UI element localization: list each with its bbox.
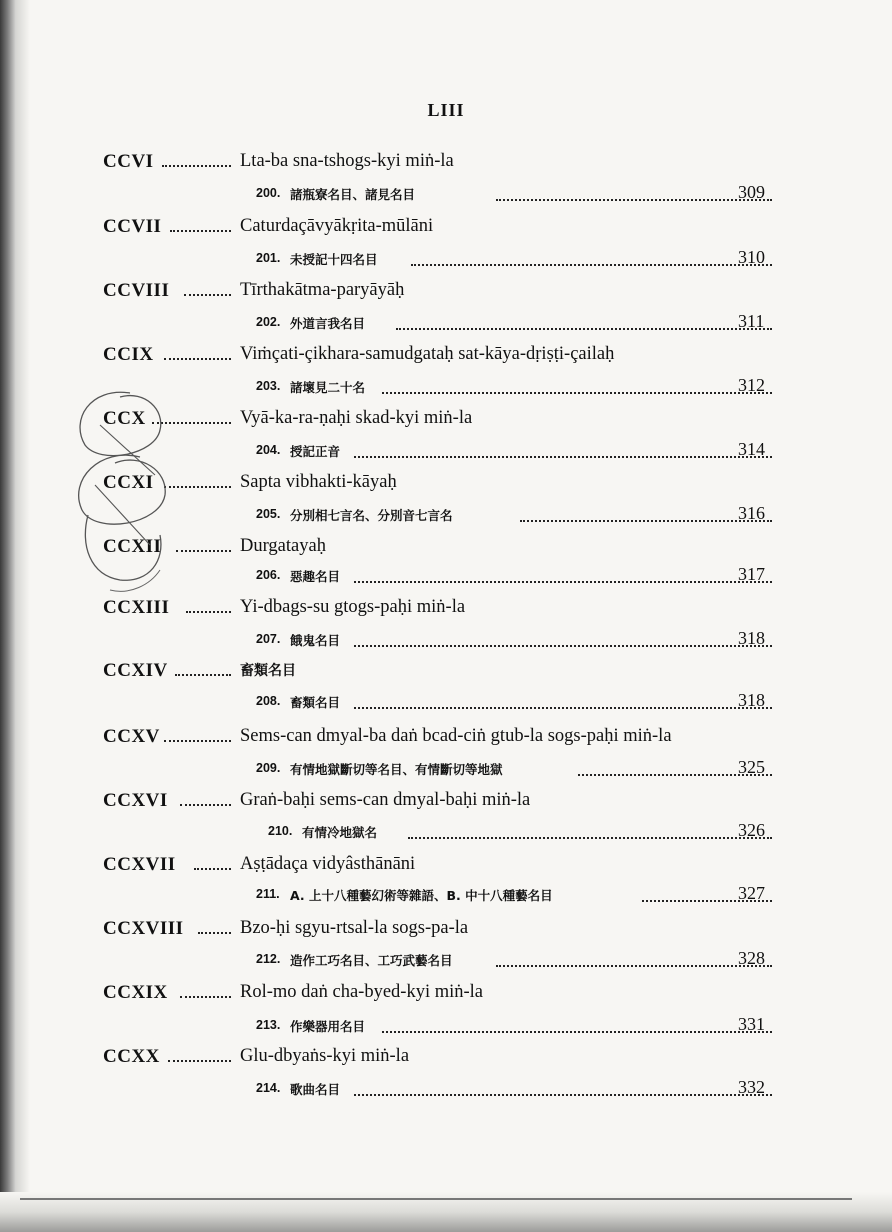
page-ref: 326 [738,820,765,840]
dot-leader [168,1058,231,1062]
page-ref: 309 [738,182,765,202]
page-bottom-rule [20,1198,852,1200]
entry-title: Graṅ-baḥi sems-can dmyal-baḥi miṅ-la [240,790,531,810]
sub-text: 作樂器用名目 [290,1019,366,1034]
dot-leader [180,802,231,806]
dot-leader [198,930,231,934]
sub-number: 212. [256,952,281,966]
dot-leader [162,163,231,167]
sub-text: 惡趣名目 [290,569,341,584]
sub-number: 202. [256,315,281,329]
sub-text: 諸壞見二十名 [290,380,366,395]
entry-subline [256,1079,772,1101]
entry-title: Lta-ba sna-tshogs-kyi miṅ-la [240,151,454,171]
entry-roman-numeral: CCIX [103,344,154,365]
entry-subline [256,184,772,206]
sub-number: 203. [256,379,281,393]
entry-title: Rol-mo daṅ cha-byed-kyi miṅ-la [240,982,484,1002]
entry-roman-numeral: CCXV [103,726,160,747]
sub-text: 有情冷地獄名 [302,825,378,840]
entry-subline [256,950,772,972]
sub-text: 分別相七言名、分別音七言名 [290,508,453,523]
entry-roman-numeral: CCXVII [103,854,176,875]
dot-leader [354,705,772,709]
entry-title: Sapta vibhakti-kāyaḥ [240,472,397,492]
entry-subline [256,692,772,714]
entry-title: Yi-dbags-su gtogs-paḥi miṅ-la [240,597,466,617]
sub-number: 208. [256,694,281,708]
dot-leader [396,326,772,330]
sub-number: 204. [256,443,281,457]
page-ref: 317 [738,564,765,584]
entry-subline [256,630,772,652]
entry-title: Bzo-ḥi sgyu-rtsal-la sogs-pa-la [240,918,469,938]
sub-number: 206. [256,568,281,582]
dot-leader [354,579,772,583]
dot-leader [496,963,772,967]
sub-number: 207. [256,632,281,646]
dot-leader [184,292,231,296]
page-ref: 316 [738,503,765,523]
dot-leader [164,738,231,742]
sub-text: 歌曲名目 [290,1082,341,1097]
dot-leader [408,835,772,839]
entry-title: Viṁçati-çikhara-samudgataḥ sat-kāya-dṛiṣṭi-çailaḥ [240,344,615,364]
page-ref: 312 [738,375,765,395]
dot-leader [164,356,231,360]
page-ref: 310 [738,247,765,267]
sub-number: 209. [256,761,281,775]
entry-subline [256,885,772,907]
sub-number: 200. [256,186,281,200]
sub-text: 畜類名目 [290,695,341,710]
sub-text: 餓鬼名目 [290,633,341,648]
entry-roman-numeral: CCXVIII [103,918,184,939]
pencil-scribble-marks [60,385,190,615]
sub-text: 造作工巧名目、工巧武藝名目 [290,953,453,968]
sub-number: 213. [256,1018,281,1032]
entry-roman-numeral: CCVII [103,216,162,237]
entry-roman-numeral: CCXIII [103,597,170,618]
entry-roman-numeral: CCX [103,408,146,429]
sub-text: 諸瓶寮名目、諸見名目 [290,187,416,202]
dot-leader [170,228,231,232]
sub-text: 有情地獄斷切等名目、有情斷切等地獄 [290,762,503,777]
dot-leader [382,390,772,394]
entry-subline [256,313,772,335]
entry-title: Vyā-ka-ra-ṇaḥi skad-kyi miṅ-la [240,408,473,428]
sub-text: A. 上十八種藝幻術等雜語、B. 中十八種藝名目 [290,888,553,903]
entry-roman-numeral: CCXII [103,536,162,557]
entry-subline [256,759,772,781]
entry-title: Sems-can dmyal-ba daṅ bcad-ciṅ gtub-la sogs-paḥi miṅ-la [240,726,672,746]
dot-leader [180,994,231,998]
entry-subline [256,441,772,463]
entry-subline [256,377,772,399]
sub-number: 210. [268,824,293,838]
page-ref: 318 [738,628,765,648]
entry-title: Glu-dbyaṅs-kyi miṅ-la [240,1046,410,1066]
entry-roman-numeral: CCXIV [103,660,168,681]
sub-number: 205. [256,507,281,521]
page-ref: 327 [738,883,765,903]
dot-leader [411,262,772,266]
entry-roman-numeral: CCVI [103,151,154,172]
entry-subline [268,822,772,844]
sub-number: 214. [256,1081,281,1095]
entry-roman-numeral: CCXIX [103,982,168,1003]
entry-roman-numeral: CCVIII [103,280,170,301]
entry-roman-numeral: CCXI [103,472,154,493]
page-ref: 331 [738,1014,765,1034]
page-ref: 328 [738,948,765,968]
entry-title: Tīrthakātma-paryāyāḥ [240,280,405,300]
dot-leader [354,454,772,458]
dot-leader [520,518,772,522]
dot-leader [194,866,231,870]
entry-title: Aṣṭādaça vidyâsthānāni [240,854,416,874]
entry-subline [256,505,772,527]
dot-leader [175,672,231,676]
page-ref: 332 [738,1077,765,1097]
sub-text: 外道言我名目 [290,316,366,331]
sub-number: 201. [256,251,281,265]
entry-subline [256,1016,772,1038]
dot-leader [186,609,231,613]
entry-title: Durgatayaḥ [240,536,326,556]
page-ref: 314 [738,439,765,459]
sub-text: 授記正音 [290,444,341,459]
dot-leader [496,197,772,201]
sub-text: 未授記十四名目 [290,252,378,267]
sub-number: 211. [256,887,280,901]
dot-leader [354,643,772,647]
entry-roman-numeral: CCXX [103,1046,160,1067]
page-ref: 325 [738,757,765,777]
page-ref: 311 [738,311,765,331]
entry-title: Caturdaçāvyākṛita-mūlāni [240,216,434,236]
entry-title: 畜類名目 [240,663,296,679]
entry-subline [256,566,772,588]
page-ref: 318 [738,690,765,710]
dot-leader [354,1092,772,1096]
entry-subline [256,249,772,271]
entry-roman-numeral: CCXVI [103,790,168,811]
page-number: LIII [427,100,465,120]
dot-leader [382,1029,772,1033]
